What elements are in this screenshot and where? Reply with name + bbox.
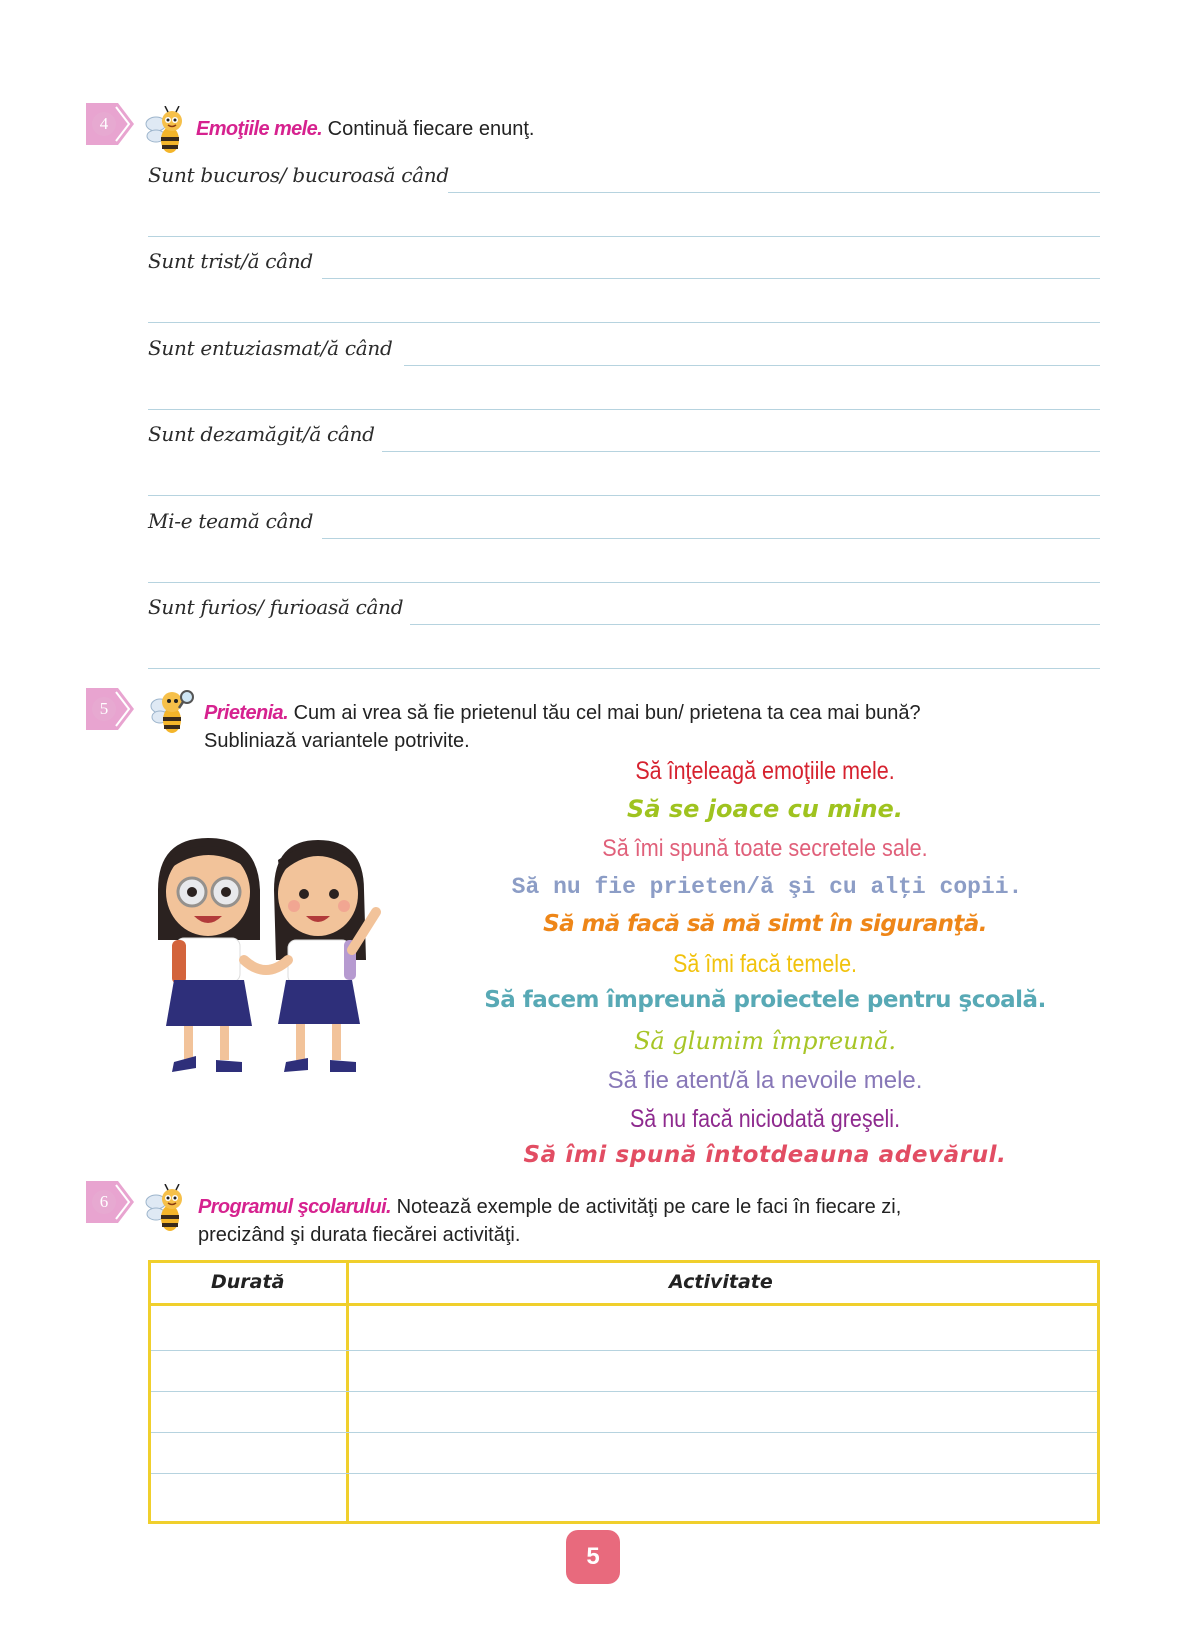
friendship-option[interactable]: Să nu facă niciodată greşeli. bbox=[629, 1105, 901, 1133]
prompt-happy: Sunt bucuros/ bucuroasă când bbox=[148, 163, 449, 187]
prompt-afraid: Mi-e teamă când bbox=[148, 509, 314, 533]
writing-line[interactable] bbox=[382, 451, 1100, 452]
writing-line[interactable] bbox=[148, 582, 1100, 583]
exercise-6-badge bbox=[86, 1181, 138, 1223]
writing-line[interactable] bbox=[410, 624, 1100, 625]
writing-line[interactable] bbox=[448, 192, 1100, 193]
schedule-table bbox=[148, 1260, 1100, 1524]
bee-icon bbox=[144, 106, 190, 158]
exercise-instruction: Continuă fiecare enunţ. bbox=[322, 118, 535, 140]
column-header-activity: Activitate bbox=[669, 1271, 773, 1293]
bee-icon bbox=[144, 1184, 190, 1236]
table-row-line[interactable] bbox=[151, 1473, 1097, 1474]
friendship-option[interactable]: Să înţeleagă emoţiile mele. bbox=[635, 757, 895, 785]
friendship-option[interactable]: Să fie atent/ă la nevoile mele. bbox=[607, 1067, 923, 1094]
friendship-option[interactable]: Să mă facă să mă simt în siguranţă. bbox=[543, 911, 987, 937]
column-divider bbox=[346, 1263, 349, 1521]
table-row-line[interactable] bbox=[151, 1350, 1097, 1351]
friendship-option[interactable]: Să îmi facă temele. bbox=[672, 950, 858, 978]
writing-line[interactable] bbox=[148, 409, 1100, 410]
exercise-keyword: Prietenia. bbox=[204, 702, 289, 724]
exercise-keyword: Programul şcolarului. bbox=[198, 1196, 392, 1218]
writing-line[interactable] bbox=[322, 278, 1100, 279]
exercise-5-badge bbox=[86, 688, 138, 730]
exercise-6-title bbox=[198, 1196, 901, 1219]
prompt-excited: Sunt entuziasmat/ă când bbox=[148, 336, 393, 360]
exercise-5-instruction-line2: Subliniază variantele potrivite. bbox=[204, 730, 470, 752]
prompt-angry: Sunt furios/ furioasă când bbox=[148, 595, 404, 619]
friendship-option[interactable]: Să glumim împreună. bbox=[633, 1027, 897, 1055]
two-girls-illustration bbox=[148, 830, 394, 1082]
header-divider bbox=[151, 1303, 1097, 1306]
friendship-option[interactable]: Să facem împreună proiectele pentru şcoală. bbox=[484, 987, 1046, 1013]
bee-with-magnifier-icon bbox=[150, 686, 196, 738]
friendship-option[interactable]: Să îmi spună întotdeauna adevărul. bbox=[523, 1142, 1007, 1168]
table-row-line[interactable] bbox=[151, 1391, 1097, 1392]
exercise-number: 4 bbox=[92, 112, 116, 136]
writing-line[interactable] bbox=[404, 365, 1100, 366]
exercise-5-title bbox=[204, 702, 921, 725]
exercise-number: 6 bbox=[92, 1190, 116, 1214]
page-number: 5 bbox=[566, 1530, 620, 1584]
column-header-duration: Durată bbox=[211, 1271, 285, 1293]
exercise-4-badge bbox=[86, 103, 138, 145]
exercise-instruction: Notează exemple de activităţi pe care le faci în fiecare zi, bbox=[391, 1196, 902, 1218]
exercise-keyword: Emoţiile mele. bbox=[196, 118, 323, 140]
writing-line[interactable] bbox=[148, 495, 1100, 496]
writing-line[interactable] bbox=[322, 538, 1100, 539]
prompt-sad: Sunt trist/ă când bbox=[148, 249, 313, 273]
writing-line[interactable] bbox=[148, 322, 1100, 323]
exercise-instruction: Cum ai vrea să fie prietenul tău cel mai bun/ prietena ta cea mai bună? bbox=[288, 702, 921, 724]
table-row-line[interactable] bbox=[151, 1432, 1097, 1433]
writing-line[interactable] bbox=[148, 668, 1100, 669]
exercise-4-title bbox=[196, 118, 534, 141]
friendship-option[interactable]: Să nu fie prieten/ă şi cu alţi copii. bbox=[511, 874, 1023, 900]
prompt-disappointed: Sunt dezamăgit/ă când bbox=[148, 422, 375, 446]
exercise-number: 5 bbox=[92, 697, 116, 721]
friendship-option[interactable]: Să îmi spună toate secretele sale. bbox=[602, 835, 928, 862]
writing-line[interactable] bbox=[148, 236, 1100, 237]
exercise-6-instruction-line2: precizând şi durata fiecărei activităţi. bbox=[198, 1224, 521, 1246]
friendship-option[interactable]: Să se joace cu mine. bbox=[627, 795, 903, 823]
